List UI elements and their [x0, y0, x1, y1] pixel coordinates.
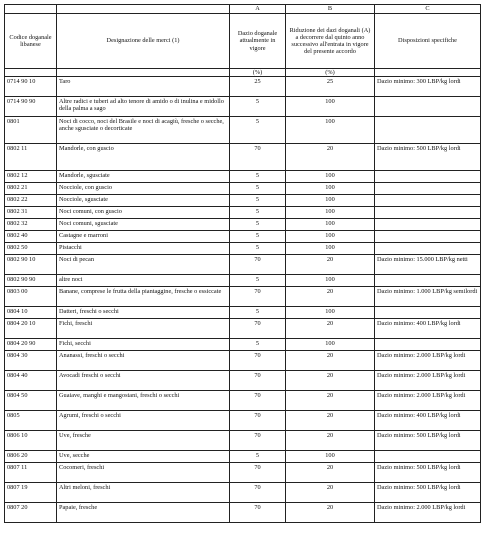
cell-specific-provision: Dazio minimo: 500 LBP/kg lordi — [375, 483, 481, 503]
table-row — [5, 97, 481, 117]
tariff-rows — [5, 77, 481, 523]
cell-specific-provision — [375, 451, 481, 463]
cell-current-duty: 70 — [230, 483, 286, 503]
cell-specific-provision: Dazio minimo: 500 LBP/kg lordi — [375, 144, 481, 171]
column-letter-b: B — [286, 5, 375, 14]
cell-duty-reduction: 20 — [286, 483, 375, 503]
cell-code: 0804 10 — [5, 307, 57, 319]
table-row — [5, 431, 481, 451]
cell-description: Noci comuni, con guscio — [57, 207, 230, 219]
cell-description: Noci di cocco, noci del Brasile e noci di acagiù, fresche o secche, anche sgusciate o decorticate — [57, 117, 230, 144]
table-row — [5, 351, 481, 371]
cell-description: Noci comuni, sgusciate — [57, 219, 230, 231]
cell-description: Mandorle, con guscio — [57, 144, 230, 171]
cell-code: 0807 20 — [5, 503, 57, 523]
table-row — [5, 483, 481, 503]
cell-code: 0807 19 — [5, 483, 57, 503]
table-row — [5, 219, 481, 231]
cell-code: 0802 90 10 — [5, 255, 57, 275]
cell-specific-provision — [375, 275, 481, 287]
cell-description: Banane, comprese le frutta della piantaggine, fresche o essiccate — [57, 287, 230, 307]
table-row — [5, 183, 481, 195]
table-row — [5, 77, 481, 97]
cell-description: Nocciole, sgusciate — [57, 195, 230, 207]
table-row — [5, 451, 481, 463]
column-letter-a: A — [230, 5, 286, 14]
cell-specific-provision — [375, 97, 481, 117]
cell-specific-provision — [375, 207, 481, 219]
cell-specific-provision: Dazio minimo: 15.000 LBP/kg netti — [375, 255, 481, 275]
unit-b: (%) — [286, 69, 375, 77]
cell-specific-provision — [375, 243, 481, 255]
cell-current-duty: 5 — [230, 183, 286, 195]
cell-code: 0804 50 — [5, 391, 57, 411]
unit-a: (%) — [230, 69, 286, 77]
cell-duty-reduction: 100 — [286, 97, 375, 117]
cell-description: Avocadi freschi o secchi — [57, 371, 230, 391]
tariff-document — [4, 4, 480, 523]
cell-code: 0802 12 — [5, 171, 57, 183]
cell-description: Castagne e marroni — [57, 231, 230, 243]
cell-description: Uve, fresche — [57, 431, 230, 451]
cell-duty-reduction: 20 — [286, 503, 375, 523]
cell-duty-reduction: 100 — [286, 117, 375, 144]
cell-current-duty: 70 — [230, 351, 286, 371]
cell-description: altre noci — [57, 275, 230, 287]
cell-current-duty: 5 — [230, 195, 286, 207]
cell-code: 0802 90 90 — [5, 275, 57, 287]
cell-description: Nocciole, con guscio — [57, 183, 230, 195]
cell-code: 0802 11 — [5, 144, 57, 171]
column-letter-c: C — [375, 5, 481, 14]
cell-code: 0802 31 — [5, 207, 57, 219]
table-row — [5, 339, 481, 351]
table-row — [5, 319, 481, 339]
table-row — [5, 195, 481, 207]
cell-code: 0802 32 — [5, 219, 57, 231]
cell-specific-provision: Dazio minimo: 500 LBP/kg lordi — [375, 463, 481, 483]
cell-code: 0714 90 90 — [5, 97, 57, 117]
cell-duty-reduction: 100 — [286, 219, 375, 231]
table-row — [5, 144, 481, 171]
table-row — [5, 171, 481, 183]
cell-duty-reduction: 100 — [286, 339, 375, 351]
cell-current-duty: 5 — [230, 171, 286, 183]
cell-current-duty: 5 — [230, 97, 286, 117]
cell-description: Taro — [57, 77, 230, 97]
cell-specific-provision: Dazio minimo: 400 LBP/kg lordi — [375, 411, 481, 431]
cell-description: Cocomeri, freschi — [57, 463, 230, 483]
cell-description: Guaiave, manghi e mangostani, freschi o secchi — [57, 391, 230, 411]
cell-duty-reduction: 20 — [286, 431, 375, 451]
blank-letter-cell — [5, 5, 57, 14]
cell-description: Fichi, secchi — [57, 339, 230, 351]
cell-code: 0804 20 90 — [5, 339, 57, 351]
cell-duty-reduction: 20 — [286, 319, 375, 339]
cell-description: Fichi, freschi — [57, 319, 230, 339]
cell-duty-reduction: 100 — [286, 183, 375, 195]
table-row — [5, 287, 481, 307]
cell-code: 0801 — [5, 117, 57, 144]
cell-specific-provision: Dazio minimo: 300 LBP/kg lordi — [375, 77, 481, 97]
cell-description: Papaie, fresche — [57, 503, 230, 523]
cell-duty-reduction: 25 — [286, 77, 375, 97]
cell-description: Altre radici e tuberi ad alto tenore di amido o di inulina e midollo della palma a sago — [57, 97, 230, 117]
table-row — [5, 371, 481, 391]
cell-code: 0803 00 — [5, 287, 57, 307]
cell-code: 0802 21 — [5, 183, 57, 195]
header-current-duty: Dazio doganale attualmente in vigore — [230, 14, 286, 69]
table-row — [5, 243, 481, 255]
cell-description: Agrumi, freschi o secchi — [57, 411, 230, 431]
header-duty-reduction: Riduzione dei dazi doganali (A) a decorrere dal quinto anno successivo all'entrata in vigore del presente accordo — [286, 14, 375, 69]
cell-code: 0806 20 — [5, 451, 57, 463]
cell-current-duty: 70 — [230, 319, 286, 339]
blank-unit-cell — [375, 69, 481, 77]
cell-current-duty: 5 — [230, 231, 286, 243]
cell-code: 0714 90 10 — [5, 77, 57, 97]
cell-duty-reduction: 20 — [286, 371, 375, 391]
cell-code: 0802 50 — [5, 243, 57, 255]
cell-current-duty: 70 — [230, 463, 286, 483]
table-row — [5, 207, 481, 219]
cell-current-duty: 70 — [230, 431, 286, 451]
blank-unit-cell — [57, 69, 230, 77]
cell-duty-reduction: 20 — [286, 287, 375, 307]
cell-current-duty: 5 — [230, 451, 286, 463]
cell-specific-provision — [375, 219, 481, 231]
cell-code: 0804 30 — [5, 351, 57, 371]
cell-current-duty: 5 — [230, 307, 286, 319]
cell-description: Uve, secche — [57, 451, 230, 463]
cell-current-duty: 70 — [230, 287, 286, 307]
table-row — [5, 503, 481, 523]
cell-current-duty: 5 — [230, 117, 286, 144]
cell-duty-reduction: 100 — [286, 243, 375, 255]
table-row — [5, 307, 481, 319]
cell-duty-reduction: 100 — [286, 171, 375, 183]
cell-specific-provision: Dazio minimo: 2.000 LBP/kg lordi — [375, 503, 481, 523]
cell-specific-provision — [375, 339, 481, 351]
cell-duty-reduction: 20 — [286, 351, 375, 371]
header-description: Designazione delle merci (1) — [57, 14, 230, 69]
cell-description: Noci di pecan — [57, 255, 230, 275]
header-row — [5, 14, 481, 69]
cell-current-duty: 25 — [230, 77, 286, 97]
cell-specific-provision — [375, 195, 481, 207]
cell-current-duty: 70 — [230, 391, 286, 411]
cell-specific-provision: Dazio minimo: 500 LBP/kg lordi — [375, 431, 481, 451]
cell-specific-provision: Dazio minimo: 400 LBP/kg lordi — [375, 319, 481, 339]
cell-current-duty: 70 — [230, 144, 286, 171]
cell-specific-provision — [375, 171, 481, 183]
cell-description: Altri meloni, freschi — [57, 483, 230, 503]
cell-code: 0806 10 — [5, 431, 57, 451]
cell-duty-reduction: 20 — [286, 411, 375, 431]
cell-duty-reduction: 100 — [286, 275, 375, 287]
cell-specific-provision: Dazio minimo: 2.000 LBP/kg lordi — [375, 371, 481, 391]
blank-letter-cell — [57, 5, 230, 14]
cell-current-duty: 5 — [230, 275, 286, 287]
header-code: Codice doganale libanese — [5, 14, 57, 69]
table-row — [5, 231, 481, 243]
table-row — [5, 255, 481, 275]
cell-duty-reduction: 20 — [286, 391, 375, 411]
table-row — [5, 463, 481, 483]
cell-specific-provision: Dazio minimo: 2.000 LBP/kg lordi — [375, 351, 481, 371]
cell-description: Ananassi, freschi o secchi — [57, 351, 230, 371]
cell-current-duty: 70 — [230, 503, 286, 523]
units-row — [5, 69, 481, 77]
cell-duty-reduction: 20 — [286, 463, 375, 483]
cell-code: 0807 11 — [5, 463, 57, 483]
cell-specific-provision: Dazio minimo: 2.000 LBP/kg lordi — [375, 391, 481, 411]
table-row — [5, 275, 481, 287]
table-row — [5, 391, 481, 411]
cell-current-duty: 5 — [230, 339, 286, 351]
cell-duty-reduction: 100 — [286, 207, 375, 219]
cell-duty-reduction: 100 — [286, 195, 375, 207]
cell-current-duty: 5 — [230, 219, 286, 231]
cell-duty-reduction: 20 — [286, 144, 375, 171]
cell-duty-reduction: 100 — [286, 451, 375, 463]
cell-duty-reduction: 100 — [286, 307, 375, 319]
cell-code: 0802 22 — [5, 195, 57, 207]
cell-specific-provision: Dazio minimo: 1.000 LBP/kg semilordi — [375, 287, 481, 307]
cell-specific-provision — [375, 117, 481, 144]
cell-current-duty: 5 — [230, 207, 286, 219]
cell-current-duty: 70 — [230, 371, 286, 391]
column-letter-row — [5, 5, 481, 14]
cell-duty-reduction: 100 — [286, 231, 375, 243]
cell-code: 0805 — [5, 411, 57, 431]
cell-current-duty: 70 — [230, 255, 286, 275]
cell-specific-provision — [375, 231, 481, 243]
tariff-table — [4, 4, 481, 523]
cell-description: Mandorle, sgusciate — [57, 171, 230, 183]
cell-duty-reduction: 20 — [286, 255, 375, 275]
cell-specific-provision — [375, 307, 481, 319]
cell-description: Datteri, freschi o secchi — [57, 307, 230, 319]
cell-current-duty: 70 — [230, 411, 286, 431]
cell-code: 0804 20 10 — [5, 319, 57, 339]
cell-specific-provision — [375, 183, 481, 195]
header-specific-provisions: Disposizioni specifiche — [375, 14, 481, 69]
cell-code: 0804 40 — [5, 371, 57, 391]
cell-code: 0802 40 — [5, 231, 57, 243]
table-row — [5, 117, 481, 144]
cell-description: Pistacchi — [57, 243, 230, 255]
cell-current-duty: 5 — [230, 243, 286, 255]
table-row — [5, 411, 481, 431]
blank-unit-cell — [5, 69, 57, 77]
